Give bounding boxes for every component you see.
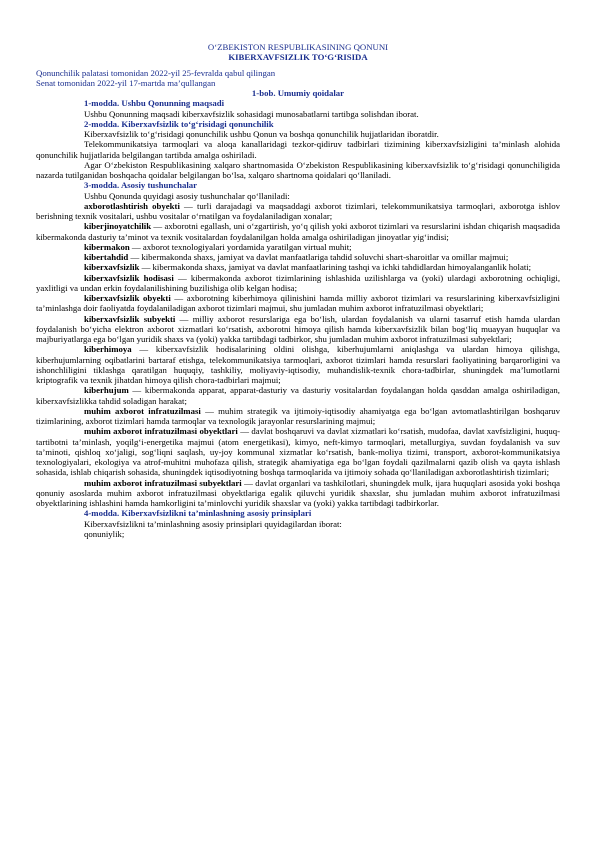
definition-term: muhim axborot infratuzilmasi subyektlari [84,477,242,488]
definition-text: — kibermakonda apparat, apparat-dasturiy va dasturiy vositalardan foydalangan holda qasddan amalga oshiriladigan, kiberxavfsizlikka tahdid soladigan harakat; [36,385,560,406]
law-name: KIBERXAVFSIZLIK TO‘G‘RISIDA [228,52,368,63]
definition-text: — kiberxavfsizlik hodisalarining oldini olishga, kiberhujumlarni aniqlashga va ulardan himoya qilishga, kiberhujumlarning oqibatlarini bartaraf etishga, telekommunikatsiya tarmoqlari, axborot tizimlari hamda resurslari faoliyatining barqarorligini va ishonchliligini tiklashga qaratilgan huquqiy, tashkiliy, moliyaviy-iqtisodiy, muhandislik-texnik chora-tadbirlar, shuningdek ma’lumotlarni kriptografik va texnik jihatdan himoya qilish chora-tadbirlari majmui; [36,344,560,385]
article-4-title: 4-modda. Kiberxavfsizlikni ta’minlashning asosiy prinsiplari [84,508,312,519]
definition-term: kibertahdid [84,252,129,262]
definition-term: kiberxavfsizlik subyekti [84,313,176,324]
adoption-senate: Senat tomonidan 2022-yil 17-martda ma’qullangan [36,77,216,88]
definition-text: — turli darajadagi va maqsaddagi axborot tizimlari, telekommunikatsiya tarmoqlari, axborotga ishlov berishning texnik vositalari, ushbu vositalar o‘rnatilgan va foydalaniladigan xonalar; [36,200,560,221]
definition-term: muhim axborot infratuzilmasi [84,405,201,416]
definition-term: kibermakon [84,241,130,252]
definition-text: — axborotning kiberhimoya qilinishini hamda milliy axborot tizimlari va resurslarining kiberxavfsizligini ta’minlashga doir faoliyatda foydalaniladigan axborot tizimlari majmui, shu jumladan muhim axborot infratuzilmasi obyektlari; [36,293,560,314]
definition-term: kiberjinoyatchilik [84,221,152,232]
definition-term: kiberxavfsizlik [84,262,140,273]
article-2-title: 2-modda. Kiberxavfsizlik to‘g‘risidagi qonunchilik [84,118,274,129]
definition-text: — kibermakonda shaxs, jamiyat va davlat manfaatlarining tashqi va ichki tahdidlardan himoyalanganlik holati; [139,262,532,273]
definition-item [36,273,560,294]
article-4-intro: Kiberxavfsizlikni ta’minlashning asosiy prinsiplari quyidagilardan iborat: [84,518,342,529]
document-body [36,42,560,539]
definition-text: — axborot texnologiyalari yordamida yaratilgan virtual muhit; [129,241,352,252]
definition-term: kiberhimoya [84,344,132,355]
definition-text: — milliy axborot resurslariga ega bo‘lish, ulardan foydalanish va ularni tasarruf etish hamda ulardan foydalanish bo‘yicha elektron axborot xizmatlari ko‘rsatish, axborotni himoya qilish hamda kiberxavfsizlik bilan bog‘liq muayyan huquqlar va majburiyatlarga ega bo‘lgan yuridik shaxs va (yoki) yakka tartibdagi tadbirkor, shu jumladan muhim axborot infratuzilmasi subyektlari; [36,313,561,344]
definition-item [36,293,560,314]
definition-term: axborotlashtirish obyekti [84,200,180,211]
definition-text: — axborotni egallash, uni o‘zgartirish, yo‘q qilish yoki axborot tizimlari va resurslarini ishdan chiqarish maqsadida kibermakonda dasturiy ta’minot va texnik vositalardan foydalanilgan holda amalga oshiriladigan jinoyatlar yig‘indisi; [36,221,560,242]
definition-text: — muhim strategik va ijtimoiy-iqtisodiy ahamiyatga ega bo‘lgan avtomatlashtirilgan boshqaruv tizimlarining, axborot tizimlari hamda tarmoqlar va texnologik jarayonlar resurslarining majmui; [36,405,561,426]
definition-term: muhim axborot infratuzilmasi obyektlari [84,426,238,437]
definition-item [36,344,560,385]
definition-item [36,406,560,427]
definition-item [36,426,560,477]
definition-text: — kibermakonda axborot tizimlarining ishlashida uzilishlarga va (yoki) ulardagi axborotning ochiqligi, yaxlitligi va undan erkin foydalanilishining buzilishiga olib kelgan hodisa; [36,272,561,293]
principle-item: qonuniylik; [84,528,125,539]
definition-item [36,314,560,345]
article-3-title: 3-modda. Asosiy tushunchalar [84,180,198,191]
definition-term: kiberxavfsizlik hodisasi [84,272,174,283]
definition-item [36,252,560,262]
definition-term: kiberhujum [84,385,129,396]
article-1-text: Ushbu Qonunning maqsadi kiberxavfsizlik sohasidagi munosabatlarni tartibga solishdan iborat. [84,108,419,119]
law-title: O‘ZBEKISTON RESPUBLIKASINING QONUNI [207,42,389,52]
article-3-intro: Ushbu Qonunda quyidagi asosiy tushunchalar qo‘llaniladi: [84,190,290,201]
adoption-legislative: Qonunchilik palatasi tomonidan 2022-yil 25-fevralda qabul qilingan [36,67,276,78]
article-2-paragraph: Agar O‘zbekiston Respublikasining xalqaro shartnomasida O‘zbekiston Respublikasining kiberxavfsizlik to‘g‘risidagi qonunchiligida nazarda tutilganidan boshqacha qoidalar belgilangan bo‘lsa, xalqaro shartnoma qoidalari qo‘llaniladi. [36,159,560,180]
definition-text: — davlat boshqaruvi va davlat xizmatlari ko‘rsatish, mudofaa, davlat xavfsizligini, huquq-tartibotni ta’minlash, yoqilg‘i-energetika majmui (atom energetikasi), kimyo, neft-kimyo tarmoqlari, metallurgiya, suvdan foydalanish va suv ta’minoti, qishloq xo‘jaligi, sog‘liqni saqlash, uy-joy kommunal xizmatlar ko‘rsatish, bank-moliya tizimi, transport, axborot-kommunikatsiya texnologiyalari, ekologiya va atrof-muhitni muhofaza qilish, strategik ahamiyatiga ega bo‘lgan foydali qazilmalarni qazib olish va qayta ishlash sohasida, ishlab chiqarish sohasida, shuningdek iqtisodiyotning boshqa tarmoqlarida va ijtimoiy sohada qo‘llaniladigan axborotlashtirish tizimlari; [36,426,560,478]
article-1-title: 1-modda. Ushbu Qonunning maqsadi [84,98,225,109]
definition-item [36,201,560,222]
definition-item [36,478,560,509]
article-2-paragraph: Kiberxavfsizlik to‘g‘risidagi qonunchilik ushbu Qonun va boshqa qonunchilik hujjatlaridan iboratdir. [84,129,439,139]
definition-item [36,262,560,272]
definition-term: kiberxavfsizlik obyekti [84,293,171,303]
article-2-paragraph: Telekommunikatsiya tarmoqlari va aloqa kanallaridagi tezkor-qidiruv tadbirlari tizimining kiberxavfsizligini ta’minlash alohida qonunchilik hujjatlarida belgilangan tartibda amalga oshiriladi. [36,139,560,160]
definition-item [36,242,560,252]
definition-text: — davlat organlari va tashkilotlari, shuningdek mulk, ijara huquqlari asosida yoki boshqa qonuniy asoslarda muhim axborot infratuzilmasi obyektlariga egalik qiluvchi yuridik shaxslar, shu jumladan muhim axborot infratuzilmasi obyektlarining ishlashini hamda hamkorligini ta’minlovchi yuridik shaxslar va (yoki) yakka tartibdagi tadbirkorlar. [36,477,560,508]
chapter-title: 1-bob. Umumiy qoidalar [251,88,345,98]
definition-text: — kibermakonda shaxs, jamiyat va davlat manfaatlariga tahdid soluvchi shart-sharoitlar va omillar majmui; [128,252,509,262]
definition-item [36,385,560,406]
definition-item [36,221,560,242]
